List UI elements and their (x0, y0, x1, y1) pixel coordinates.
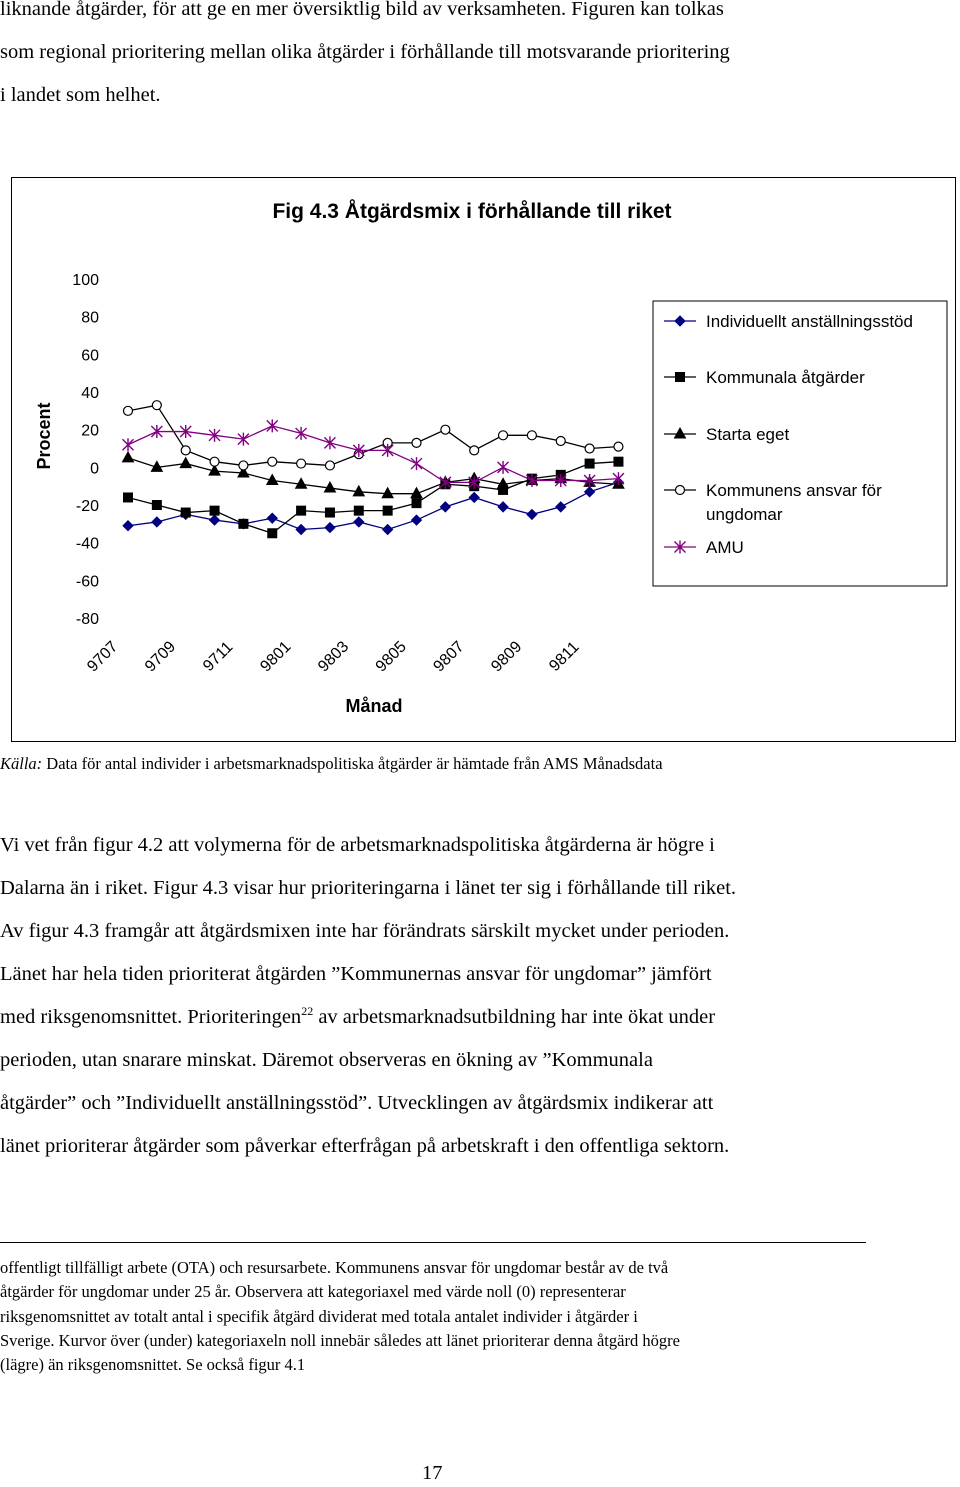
legend-label: Kommunens ansvar för ungdomar (706, 481, 882, 524)
y-tick-label: -20 (75, 498, 99, 515)
x-tick-label: 9811 (546, 638, 583, 675)
data-point (498, 461, 509, 474)
legend-entry (664, 312, 913, 331)
data-point (152, 501, 161, 510)
y-tick-label: 20 (81, 422, 99, 440)
data-point (440, 502, 450, 512)
data-point (296, 427, 307, 440)
data-point (325, 523, 335, 533)
x-tick-label: 9807 (430, 638, 468, 676)
data-point (470, 446, 479, 455)
data-point (268, 529, 277, 538)
data-point (210, 515, 220, 525)
series-line (128, 458, 618, 494)
footnote-line: riksgenomsnittet av totalt antal i specifik åtgärd dividerat med totala antalet individer i åtgärder i (0, 1306, 638, 1326)
data-point (498, 502, 508, 512)
data-point (499, 431, 508, 440)
footnote-line: offentligt tillfälligt arbete (OTA) och resursarbete. Kommunens ansvar för ungdomar består av de två (0, 1258, 669, 1277)
body-line: åtgärder” och ”Individuellt anställningsstöd”. Utvecklingen av åtgärdsmix indikerar att (0, 1092, 714, 1114)
data-point (469, 492, 479, 502)
data-point (354, 506, 363, 515)
data-point (412, 499, 421, 508)
data-point (614, 442, 623, 451)
legend-marker (675, 316, 685, 326)
body-line: Dalarna än i riket. Figur 4.3 visar hur prioriteringarna i länet ter sig i förhållande till riket. (0, 877, 737, 899)
data-point (412, 438, 421, 447)
data-point (123, 438, 134, 451)
series-5 (123, 419, 624, 489)
data-point (181, 446, 190, 455)
series-line (128, 482, 618, 529)
y-tick-label: 40 (81, 385, 99, 402)
y-axis-title: Procent (34, 402, 54, 470)
data-point (181, 508, 190, 517)
x-tick-label: 9801 (257, 638, 295, 676)
x-tick-label: 9805 (372, 638, 410, 676)
data-point (441, 425, 450, 434)
y-tick-label: 60 (81, 347, 99, 365)
y-tick-label: 100 (72, 272, 99, 289)
data-point (297, 506, 306, 515)
data-point (267, 513, 277, 523)
data-point (556, 502, 566, 512)
data-point (210, 506, 219, 515)
legend-marker (676, 373, 685, 382)
legend-marker (675, 428, 686, 438)
source-label: Källa: (0, 754, 43, 773)
data-point (124, 406, 133, 415)
intro-line: liknande åtgärder, för att ge en mer översiktlig bild av verksamheten. Figuren kan tolkas (0, 0, 724, 20)
data-point (411, 457, 422, 470)
data-point (325, 461, 334, 470)
y-tick-label: -40 (75, 535, 99, 553)
body-line-with-footnote (0, 996, 956, 1039)
legend-label: Individuellt anställningsstöd (706, 312, 913, 331)
footnote-line: åtgärder för ungdomar under 25 år. Observera att kategoriaxel med värde noll (0) representerar (0, 1282, 626, 1302)
data-point (239, 461, 248, 470)
legend-label: AMU (706, 538, 744, 557)
data-point (383, 506, 392, 515)
data-point (412, 515, 422, 525)
legend-entry (664, 368, 865, 387)
body-line: länet prioriterar åtgärder som påverkar efterfrågan på arbetskraft i den offentliga sektorn. (0, 1135, 730, 1157)
legend-marker (676, 486, 685, 495)
data-point (382, 488, 393, 498)
body-paragraph (0, 824, 956, 1168)
x-tick-label: 9709 (141, 638, 180, 676)
y-tick-label: -60 (75, 573, 99, 591)
data-point (585, 487, 595, 497)
body-line: Av figur 4.3 framgår att åtgärdsmixen inte har förändrats särskilt mycket under perioden. (0, 920, 730, 942)
series-3 (123, 452, 624, 498)
data-point (239, 519, 248, 528)
x-tick-label: 9711 (200, 638, 237, 675)
intro-paragraph (0, 0, 956, 117)
legend-label: Kommunala åtgärder (706, 368, 865, 387)
data-point (383, 524, 393, 534)
legend-box (653, 301, 947, 586)
data-point (585, 444, 594, 453)
legend-entry (664, 425, 789, 444)
data-point (527, 509, 537, 519)
x-tick-label: 9803 (315, 638, 353, 676)
y-tick-label: -80 (75, 611, 99, 628)
data-point (354, 517, 364, 527)
body-line: Vi vet från figur 4.2 att volymerna för de arbetsmarknadspolitiska åtgärderna är högre i (0, 834, 715, 856)
data-point (297, 459, 306, 468)
legend-label: Starta eget (706, 425, 790, 444)
data-point (527, 431, 536, 440)
data-point (296, 524, 306, 534)
legend-entry (664, 481, 882, 524)
data-point (210, 457, 219, 466)
footnote-reference: 22 (301, 1004, 314, 1018)
y-tick-label: 0 (90, 460, 99, 478)
line-chart (12, 178, 957, 743)
data-point (180, 458, 191, 468)
data-point (324, 436, 335, 449)
body-line-part: av arbetsmarknadsutbildning har inte ökat under (313, 1006, 716, 1028)
x-tick-label: 9809 (488, 638, 526, 676)
page-number: 17 (422, 1462, 443, 1484)
data-point (124, 493, 133, 502)
intro-line: som regional prioritering mellan olika åtgärder i förhållande till motsvarande prioritering (0, 41, 730, 63)
data-point (614, 457, 623, 466)
chart-title: Fig 4.3 Åtgärdsmix i förhållande till riket (272, 200, 672, 223)
y-tick-label: 80 (81, 309, 99, 327)
intro-line: i landet som helhet. (0, 84, 161, 106)
series-1 (123, 477, 623, 534)
body-line-part: med riksgenomsnittet. Prioriteringen (0, 1006, 302, 1028)
data-point (325, 508, 334, 517)
data-point (123, 521, 133, 531)
footnote-line: Sverige. Kurvor över (under) kategoriaxeln noll innebär således att länet prioriterar denna åtgärd högre (0, 1330, 680, 1350)
data-point (152, 401, 161, 410)
footnote-block (0, 1256, 956, 1377)
series-4 (124, 401, 623, 470)
data-point (152, 517, 162, 527)
series-line (128, 405, 618, 465)
legend-entry (664, 538, 744, 557)
data-point (267, 419, 278, 432)
chart-frame (11, 177, 956, 742)
source-text: Data för antal individer i arbetsmarknadspolitiska åtgärder är hämtade från AMS Månadsdata (42, 754, 663, 773)
body-line: perioden, utan snarare minskat. Däremot observeras en ökning av ”Kommunala (0, 1049, 653, 1071)
data-point (556, 436, 565, 445)
data-point (585, 459, 594, 468)
x-axis-title: Månad (345, 696, 403, 716)
footnote-line: (lägre) än riksgenomsnittet. Se också figur 4.1 (0, 1355, 306, 1375)
data-point (123, 452, 134, 462)
body-line: Länet har hela tiden prioriterat åtgärden ”Kommunernas ansvar för ungdomar” jämfört (0, 963, 712, 985)
x-tick-label: 9707 (84, 638, 122, 676)
chart-source (0, 754, 663, 774)
data-point (268, 457, 277, 466)
series-line (128, 426, 618, 483)
series-line (128, 462, 618, 534)
footnote-separator (0, 1242, 866, 1243)
